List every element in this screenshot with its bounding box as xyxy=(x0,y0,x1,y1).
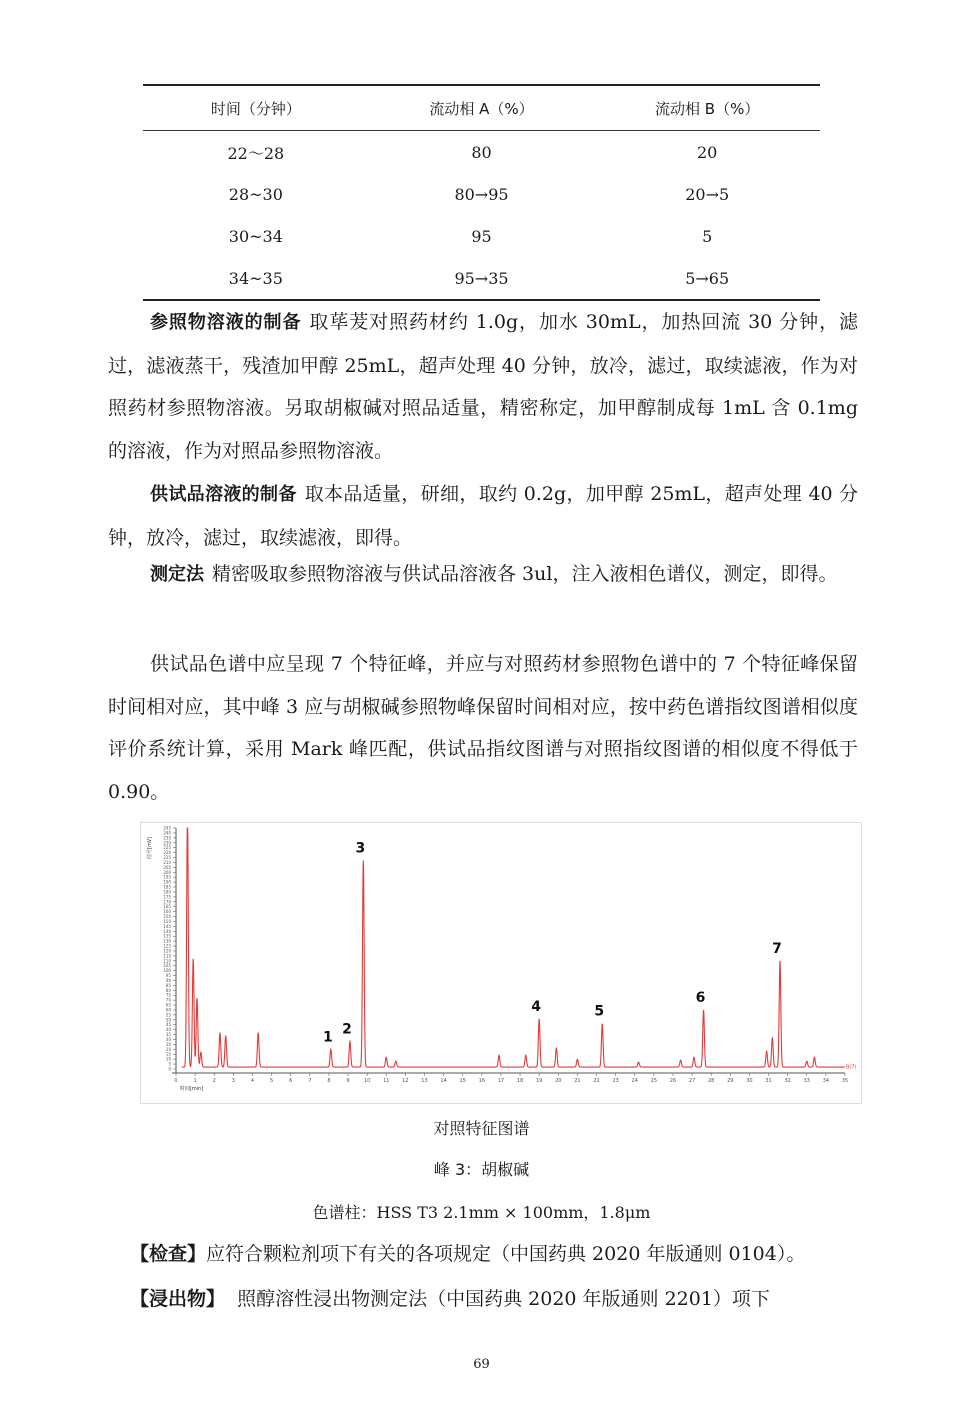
method-text: 精密吸取参照物溶液与供试品溶液各 3ul，注入液相色谱仪，测定，即得。 xyxy=(212,563,838,585)
x-tick-label: 26 xyxy=(669,1078,677,1084)
table-header-cell: 时间（分钟） xyxy=(210,99,301,118)
table-cell: 30~34 xyxy=(228,226,283,246)
x-tick-label: 13 xyxy=(421,1078,428,1084)
peak-label: 7 xyxy=(772,940,782,957)
table-row xyxy=(143,131,820,173)
y-tick-label: 30 xyxy=(165,1036,171,1042)
table-cell: 20→5 xyxy=(685,184,730,204)
x-tick-label: 18 xyxy=(516,1078,524,1084)
inspection-label: 【检查】 xyxy=(130,1243,207,1265)
table-header-cell: 流动相 B（%） xyxy=(655,99,760,118)
y-tick-label: 130 xyxy=(163,938,171,944)
table-cell: 95→35 xyxy=(454,268,509,288)
x-tick-label: 32 xyxy=(784,1078,791,1084)
ref-solution-label: 参照物溶液的制备 xyxy=(150,312,302,333)
table-cell: 20 xyxy=(697,142,718,162)
ref-solution-paragraph xyxy=(108,301,858,472)
y-tick-label: 20 xyxy=(165,1046,171,1052)
peak-label: 4 xyxy=(531,998,542,1015)
y-tick-label: 175 xyxy=(163,894,171,900)
x-axis-label: 时间[min] xyxy=(179,1086,204,1092)
inspection-paragraph xyxy=(130,1233,870,1276)
y-tick-label: 150 xyxy=(163,918,171,924)
x-tick-label: 4 xyxy=(250,1078,255,1084)
y-tick-label: 85 xyxy=(165,982,171,988)
x-tick-label: 22 xyxy=(593,1078,600,1084)
chart-frame xyxy=(141,823,862,1104)
table-cell: 28~30 xyxy=(228,184,283,204)
ref-solution-text: 取荜茇对照药材约 1.0g，加水 30mL，加热回流 30 分钟，滤过，滤液蒸干，残渣加甲醇 25mL，超声处理 40 分钟，放冷，滤过，取续滤液，作为对照药材参照物溶液。另取胡椒碱对照品适量，精密称定，加甲醇制成每 1mL 含 0.1mg 的溶液，作为对照品参照物溶液。 xyxy=(108,311,858,462)
x-tick-label: 30 xyxy=(746,1078,753,1084)
method-label: 测定法 xyxy=(150,564,204,585)
method-paragraph xyxy=(108,553,858,597)
table-cell: 80→95 xyxy=(454,184,509,204)
table-cell: 34~35 xyxy=(228,268,283,288)
x-tick-label: 14 xyxy=(440,1078,447,1084)
table-row xyxy=(143,257,820,299)
y-tick-label: 5 xyxy=(168,1061,171,1067)
x-tick-label: 11 xyxy=(383,1078,390,1084)
table-header-row xyxy=(143,86,820,131)
y-tick-label: 230 xyxy=(163,840,171,846)
x-tick-label: 3 xyxy=(231,1078,235,1084)
y-tick-label: 155 xyxy=(163,914,171,920)
y-tick-label: 115 xyxy=(163,953,171,959)
y-tick-label: 205 xyxy=(163,864,171,870)
x-tick-label: 27 xyxy=(688,1078,696,1084)
table-cell: 95 xyxy=(471,226,492,246)
y-tick-label: 135 xyxy=(163,933,171,939)
table-cell: 22～28 xyxy=(227,143,285,163)
y-tick-label: 225 xyxy=(163,845,171,851)
x-tick-label: 0 xyxy=(174,1078,178,1084)
table-cell: 80 xyxy=(471,142,492,162)
table-row xyxy=(143,215,820,257)
x-tick-label: 24 xyxy=(631,1078,638,1084)
inspection-text: 应符合颗粒剂项下有关的各项规定（中国药典 2020 年版通则 0104）。 xyxy=(206,1243,806,1265)
x-tick-label: 6 xyxy=(289,1078,293,1084)
x-tick-label: 17 xyxy=(497,1078,505,1084)
y-tick-label: 0 xyxy=(168,1066,171,1072)
x-tick-label: 29 xyxy=(727,1078,734,1084)
x-tick-label: 2 xyxy=(212,1078,216,1084)
y-tick-label: 35 xyxy=(165,1032,171,1038)
x-tick-label: 19 xyxy=(535,1078,543,1084)
extract-text: 照醇溶性浸出物测定法（中国药典 2020 年版通则 2201）项下 xyxy=(237,1288,770,1310)
y-tick-label: 220 xyxy=(163,850,171,856)
table-header-cell: 流动相 A（%） xyxy=(429,99,534,118)
y-tick-label: 65 xyxy=(165,1002,171,1008)
y-tick-label: 10 xyxy=(165,1056,171,1062)
extract-label: 【浸出物】 xyxy=(130,1288,226,1310)
table-cell: 5 xyxy=(702,226,713,246)
y-tick-label: 120 xyxy=(163,948,171,954)
y-axis-label: 信号[mV] xyxy=(147,836,153,860)
x-tick-label: 15 xyxy=(459,1078,466,1084)
x-tick-label: 23 xyxy=(612,1078,619,1084)
y-tick-label: 45 xyxy=(165,1022,171,1028)
y-tick-label: 240 xyxy=(163,830,171,836)
y-tick-label: 145 xyxy=(163,923,171,929)
x-tick-label: 8 xyxy=(327,1078,331,1084)
x-tick-label: 7 xyxy=(308,1078,312,1084)
y-tick-label: 140 xyxy=(163,928,171,934)
y-tick-label: 110 xyxy=(163,958,171,964)
y-tick-label: 190 xyxy=(163,879,171,885)
x-tick-label: 5 xyxy=(269,1078,274,1084)
y-tick-label: 235 xyxy=(163,835,171,841)
y-tick-label: 55 xyxy=(165,1012,171,1018)
y-tick-label: 245 xyxy=(163,825,171,831)
extract-paragraph xyxy=(130,1278,870,1321)
series-label: B(7) xyxy=(846,1064,857,1071)
test-solution-paragraph xyxy=(108,473,858,559)
y-tick-label: 160 xyxy=(163,909,171,915)
gradient-table xyxy=(143,84,820,301)
table-cell: 5→65 xyxy=(685,268,730,288)
y-tick-label: 60 xyxy=(165,1007,171,1013)
peak-label: 1 xyxy=(322,1029,333,1046)
y-tick-label: 15 xyxy=(165,1051,171,1057)
peak-label: 2 xyxy=(342,1021,352,1038)
x-tick-label: 10 xyxy=(363,1078,371,1084)
x-tick-label: 16 xyxy=(478,1078,486,1084)
y-tick-label: 195 xyxy=(163,874,171,880)
peak-label: 5 xyxy=(594,1003,605,1020)
test-solution-text: 取本品适量，研细，取约 0.2g，加甲醇 25mL，超声处理 40 分钟，放冷，滤过，取续滤液，即得。 xyxy=(108,483,858,549)
chromatogram-trace xyxy=(182,828,845,1067)
peak-label: 3 xyxy=(355,840,366,857)
x-tick-label: 9 xyxy=(346,1078,350,1084)
y-tick-label: 75 xyxy=(165,992,171,998)
y-tick-label: 25 xyxy=(165,1041,171,1047)
x-tick-label: 34 xyxy=(822,1078,830,1084)
page-number: 69 xyxy=(473,1357,490,1372)
x-tick-label: 1 xyxy=(193,1078,197,1084)
y-tick-label: 80 xyxy=(165,987,171,993)
table-row xyxy=(143,173,820,215)
requirement-paragraph: 供试品色谱中应呈现 7 个特征峰，并应与对照药材参照物色谱中的 7 个特征峰保留时间相对应，其中峰 3 应与胡椒碱参照物峰保留时间相对应，按中药色谱指纹图谱相似度评价系统计算，采用 Mark 峰匹配，供试品指纹图谱与对照指纹图谱的相似度不得低于 0.90。 xyxy=(108,653,858,803)
chromatogram-chart xyxy=(140,822,862,1104)
y-tick-label: 200 xyxy=(163,869,171,875)
y-tick-label: 50 xyxy=(165,1017,171,1023)
chart-title: 对照特征图谱 xyxy=(433,1119,530,1138)
y-tick-label: 170 xyxy=(163,899,171,905)
y-tick-label: 165 xyxy=(163,904,171,910)
x-tick-label: 25 xyxy=(650,1078,658,1084)
y-tick-label: 105 xyxy=(163,963,171,969)
y-tick-label: 40 xyxy=(165,1027,171,1033)
test-solution-label: 供试品溶液的制备 xyxy=(150,484,297,505)
y-tick-label: 185 xyxy=(163,884,171,890)
x-tick-label: 28 xyxy=(708,1078,715,1084)
y-tick-label: 125 xyxy=(163,943,171,949)
y-tick-label: 210 xyxy=(163,859,171,865)
y-tick-label: 70 xyxy=(165,997,171,1003)
y-tick-label: 215 xyxy=(163,855,171,861)
x-tick-label: 12 xyxy=(402,1078,409,1084)
peak3-caption: 峰 3：胡椒碱 xyxy=(433,1160,530,1179)
y-tick-label: 90 xyxy=(165,977,171,983)
peak-label: 6 xyxy=(695,989,706,1006)
y-tick-label: 180 xyxy=(163,889,171,895)
y-tick-label: 95 xyxy=(165,973,171,979)
x-tick-label: 31 xyxy=(765,1078,772,1084)
x-tick-label: 21 xyxy=(574,1078,581,1084)
x-tick-label: 35 xyxy=(841,1078,849,1084)
y-tick-label: 100 xyxy=(163,968,171,974)
column-caption: 色谱柱：HSS T3 2.1mm × 100mm，1.8μm xyxy=(312,1203,651,1222)
x-tick-label: 20 xyxy=(555,1078,562,1084)
x-tick-label: 33 xyxy=(803,1078,810,1084)
